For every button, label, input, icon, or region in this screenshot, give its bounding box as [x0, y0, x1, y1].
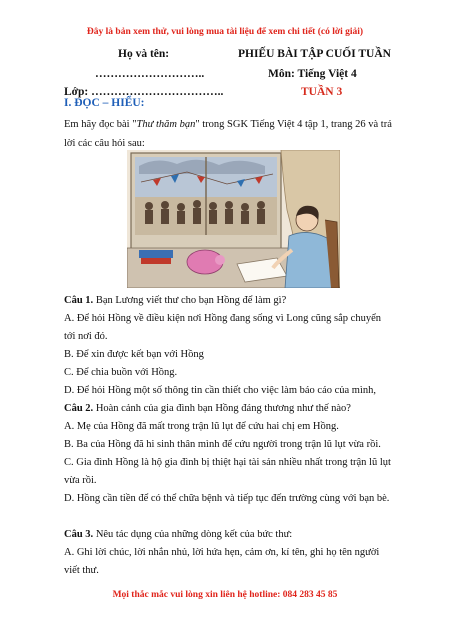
answer-option: C. Để chia buồn với Hồng.: [64, 367, 178, 378]
question-label: Câu 2.: [64, 403, 94, 414]
intro-story-title: Thư thăm bạn: [136, 119, 196, 130]
question-2-stem: [64, 400, 394, 418]
subject-line: Môn: Tiếng Việt 4: [268, 68, 357, 80]
question-2: [64, 400, 394, 508]
answer-option: D. Hồng cần tiền để có thể chữa bệnh và tiếp tục đến trường cùng với bạn bè.: [64, 493, 390, 504]
question-3-stem: [64, 526, 394, 544]
week-label: TUẦN 3: [301, 86, 343, 98]
answer-option: A. Để hỏi Hồng về điều kiện nơi Hồng đang sống vì Long cũng sắp chuyển tới nơi đó.: [64, 313, 381, 342]
name-label: Họ và tên:: [118, 48, 170, 60]
answer-option: B. Để xin được kết bạn với Hồng: [64, 349, 204, 360]
story-illustration: [127, 150, 340, 288]
question-label: Câu 1.: [64, 295, 94, 306]
question-text: Hoàn cảnh của gia đình bạn Hồng đáng thương như thế nào?: [95, 403, 351, 414]
question-3: [64, 526, 394, 580]
answer-option: B. Ba của Hồng đã hi sinh thân mình để cứu người trong trận lũ lụt vừa rồi.: [64, 439, 381, 450]
name-dots: ………………………..: [95, 68, 205, 80]
question-text: Bạn Lương viết thư cho bạn Hồng để làm gì?: [95, 295, 287, 306]
intro-before: Em hãy đọc bài ": [64, 119, 137, 130]
question-text: Nêu tác dụng của những dòng kết của bức thư:: [95, 529, 293, 540]
answer-option: C. Gia đình Hồng là hộ gia đình bị thiệt hại tài sản nhiều nhất trong trận lũ lụt vừa rồi.: [64, 457, 391, 486]
question-1-stem: [64, 292, 394, 310]
class-dots: ……………………………..: [91, 86, 224, 98]
class-label: Lớp:: [64, 86, 89, 98]
answer-option: A. Mẹ của Hồng đã mất trong trận lũ lụt để cứu hai chị em Hồng.: [64, 421, 339, 432]
intro-paragraph: [64, 115, 394, 153]
hotline-footer: Mọi thắc mắc vui lòng xin liên hệ hotline: 084 283 45 85: [112, 590, 338, 600]
answer-option: D. Để hỏi Hồng một số thông tin cần thiết cho việc làm báo cáo của mình,: [64, 385, 377, 396]
question-1: [64, 292, 394, 400]
section-title: I. ĐỌC – HIỂU:: [64, 97, 145, 109]
preview-banner: Đây là bản xem thử, vui lòng mua tài liệu để xem chi tiết (có lời giải): [86, 27, 364, 37]
sheet-title: PHIẾU BÀI TẬP CUỐI TUẦN: [238, 48, 391, 60]
question-label: Câu 3.: [64, 529, 94, 540]
intro-after: " trong SGK Tiếng Việt 4 tập 1, trang 26 và trả lời các câu hỏi sau:: [64, 119, 392, 149]
answer-option: A. Ghi lời chúc, lời nhắn nhủ, lời hứa hẹn, cảm ơn, kí tên, ghi họ tên người viết thư.: [64, 547, 380, 576]
